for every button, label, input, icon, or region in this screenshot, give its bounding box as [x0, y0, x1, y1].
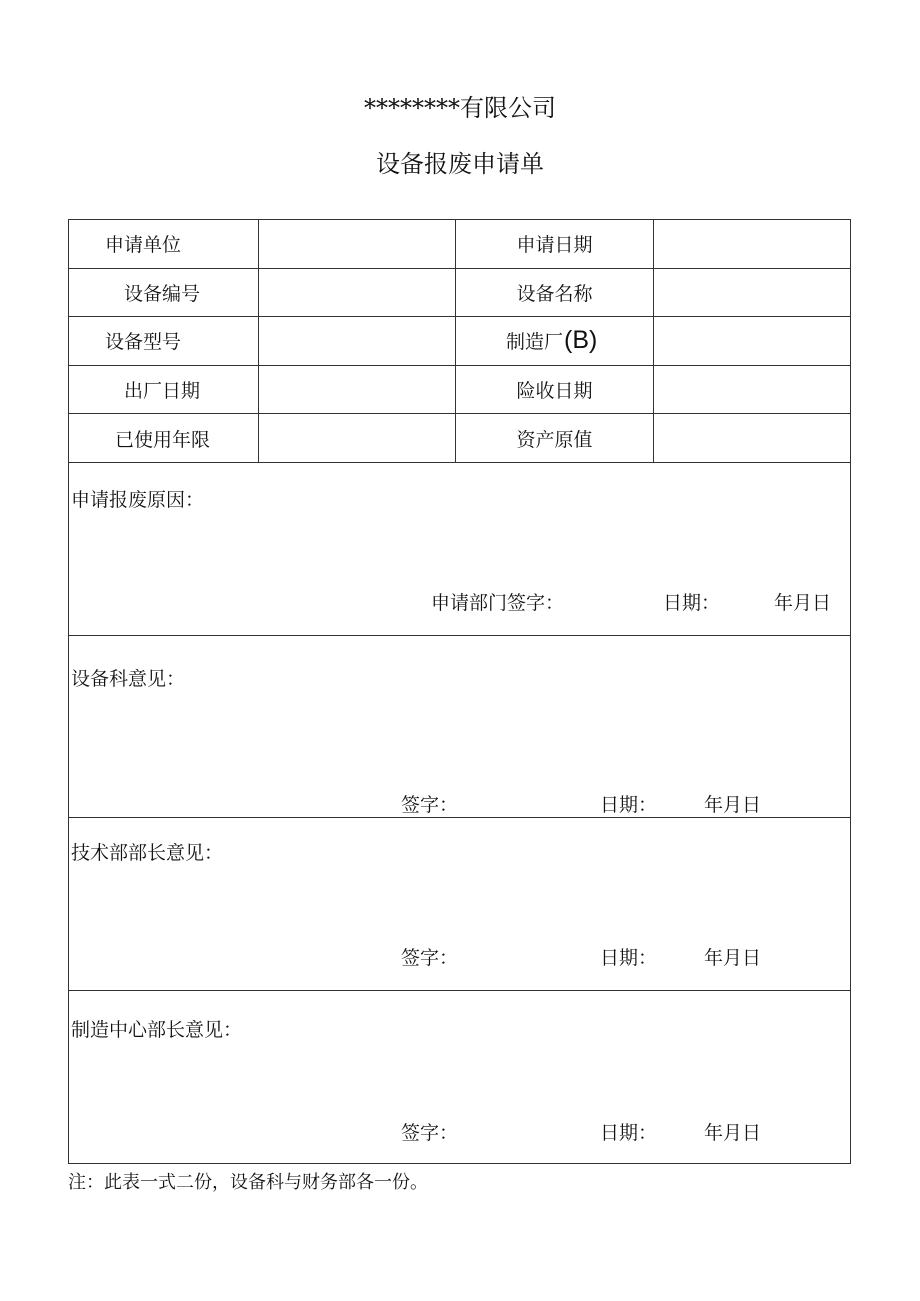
section-equipment-dept-opinion[interactable]: [69, 636, 850, 818]
scrap-application-form: [68, 219, 851, 1164]
section-tech-head-opinion[interactable]: [69, 818, 850, 991]
company-name: ********有限公司: [364, 94, 556, 122]
section-title-scrap-reason: 申请报废原因：: [71, 489, 205, 511]
label-acceptance-date: 险收日期: [456, 366, 654, 415]
ymd-equipment-dept: 年月日: [704, 794, 762, 816]
field-years-used[interactable]: [259, 414, 456, 463]
field-factory-date[interactable]: [259, 366, 456, 415]
field-equipment-no[interactable]: [259, 269, 456, 318]
sign-label-department: 申请部门签字：: [431, 592, 565, 614]
date-label-equipment-dept: 日期：: [600, 794, 658, 816]
date-label-tech-head: 日期：: [600, 947, 658, 969]
equipment-info-grid: [69, 220, 850, 463]
sign-label-tech-head: 签字：: [401, 947, 459, 969]
section-title-manufacturing-head: 制造中心部长意见：: [71, 1019, 243, 1041]
label-years-used: 已使用年限: [69, 414, 259, 463]
section-title-tech-head: 技术部部长意见：: [71, 842, 224, 864]
field-asset-value[interactable]: [654, 414, 850, 463]
field-apply-date[interactable]: [654, 220, 850, 269]
field-equipment-name[interactable]: [654, 269, 850, 318]
sign-label-manufacturing-head: 签字：: [401, 1122, 459, 1144]
field-manufacturer[interactable]: [654, 317, 850, 366]
label-apply-date: 申请日期: [456, 220, 654, 269]
label-asset-value: 资产原值: [456, 414, 654, 463]
date-label-manufacturing-head: 日期：: [600, 1122, 658, 1144]
sign-label-equipment-dept: 签字：: [401, 794, 459, 816]
manufacturer-label-text: 制造厂: [506, 331, 564, 354]
field-apply-unit[interactable]: [259, 220, 456, 269]
ymd-tech-head: 年月日: [704, 947, 762, 969]
field-acceptance-date[interactable]: [654, 366, 850, 415]
label-equipment-no: 设备编号: [69, 269, 259, 318]
label-equipment-model: 设备型号: [69, 317, 259, 366]
label-manufacturer: [456, 317, 654, 366]
section-manufacturing-head-opinion[interactable]: [69, 991, 850, 1165]
label-factory-date: 出厂日期: [69, 366, 259, 415]
date-label-reason: 日期：: [663, 592, 721, 614]
form-title: 设备报废申请单: [376, 150, 544, 178]
footnote: 注：此表一式二份，设备科与财务部各一份。: [68, 1172, 428, 1193]
ymd-reason: 年月日: [774, 592, 832, 614]
manufacturer-label-suffix: (B): [564, 326, 598, 355]
section-scrap-reason[interactable]: [69, 463, 850, 636]
section-title-equipment-dept: 设备科意见：: [71, 668, 186, 690]
label-equipment-name: 设备名称: [456, 269, 654, 318]
label-apply-unit: 申请单位: [69, 220, 259, 269]
ymd-manufacturing-head: 年月日: [704, 1122, 762, 1144]
field-equipment-model[interactable]: [259, 317, 456, 366]
